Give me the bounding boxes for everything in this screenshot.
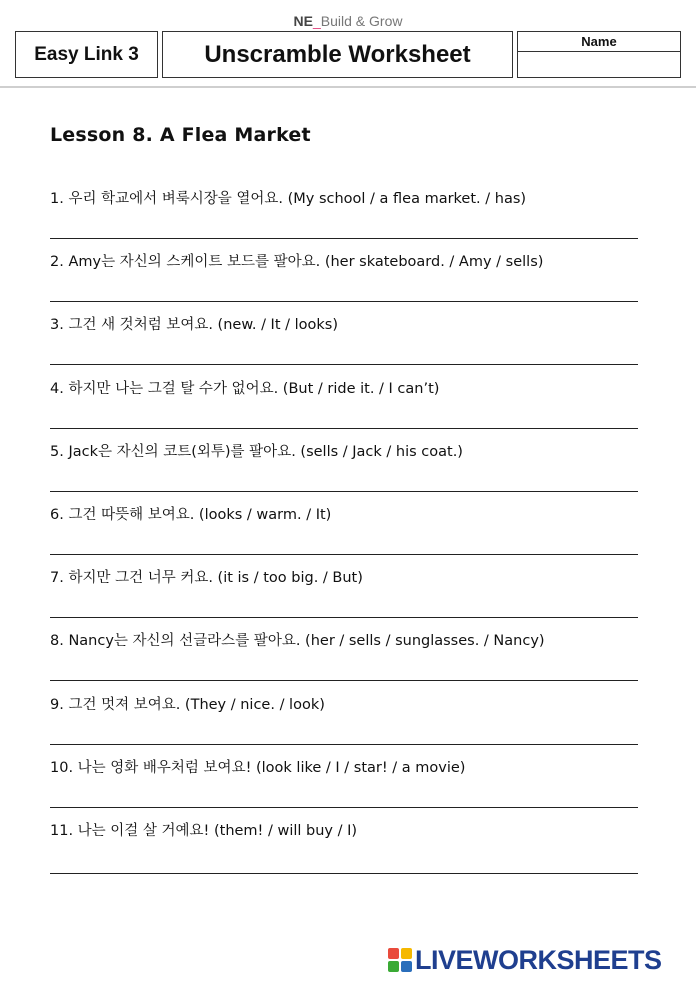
answer-line[interactable] [50, 428, 638, 429]
question-text: 6. 그건 따뜻해 보여요. (looks / warm. / It) [50, 507, 332, 523]
level-box [15, 31, 158, 78]
answer-line[interactable] [50, 873, 638, 874]
question-text: 10. 나는 영화 배우처럼 보여요! (look like / I / star! / a movie) [50, 759, 466, 776]
publisher-logo-separator: _ [312, 13, 321, 29]
answer-line[interactable] [50, 744, 638, 745]
publisher-logo-text: Build & Grow [320, 13, 403, 29]
answer-line[interactable] [50, 238, 638, 239]
lesson-title: Lesson 8. A Flea Market [50, 124, 311, 146]
question-text: 2. Amy는 자신의 스케이트 보드를 팔아요. (her skateboard. / Amy / sells) [50, 254, 544, 271]
level-label: Easy Link 3 [34, 43, 139, 65]
question-text: 9. 그건 멋져 보여요. (They / nice. / look) [50, 696, 325, 713]
question-text: 7. 하지만 그건 너무 커요. (it is / too big. / But) [50, 570, 363, 587]
name-label: Name [518, 32, 680, 52]
answer-line[interactable] [50, 617, 638, 618]
name-box [517, 31, 681, 78]
answer-line[interactable] [50, 491, 638, 492]
name-field[interactable] [518, 52, 680, 78]
liveworksheets-logo-text: LIVEWORKSHEETS [415, 944, 662, 975]
question-text: 11. 나는 이걸 살 거예요! (them! / will buy / I) [50, 823, 358, 839]
header-divider [0, 86, 696, 88]
question-text: 5. Jack은 자신의 코트(외투)를 팔아요. (sells / Jack / his coat.) [50, 443, 463, 460]
question-text: 3. 그건 새 것처럼 보여요. (new. / It / looks) [50, 317, 339, 334]
worksheet-title: Unscramble Worksheet [204, 40, 471, 68]
answer-line[interactable] [50, 680, 638, 681]
logo-square-yellow [401, 948, 412, 959]
liveworksheets-logo [388, 945, 662, 975]
title-box [162, 31, 513, 78]
logo-square-blue [401, 961, 412, 972]
answer-line[interactable] [50, 554, 638, 555]
answer-line[interactable] [50, 364, 638, 365]
logo-square-red [388, 948, 399, 959]
liveworksheets-logo-icon [388, 948, 412, 972]
question-text: 4. 하지만 나는 그걸 탈 수가 없어요. (But / ride it. / I can’t) [50, 380, 440, 397]
logo-square-green [388, 961, 399, 972]
publisher-logo-ne: NE [293, 13, 313, 29]
question-text: 1. 우리 학교에서 벼룩시장을 열어요. (My school / a flea market. / has) [50, 191, 527, 207]
publisher-logo [0, 13, 696, 29]
answer-line[interactable] [50, 301, 638, 302]
answer-line[interactable] [50, 807, 638, 808]
question-text: 8. Nancy는 자신의 선글라스를 팔아요. (her / sells / sunglasses. / Nancy) [50, 633, 545, 650]
